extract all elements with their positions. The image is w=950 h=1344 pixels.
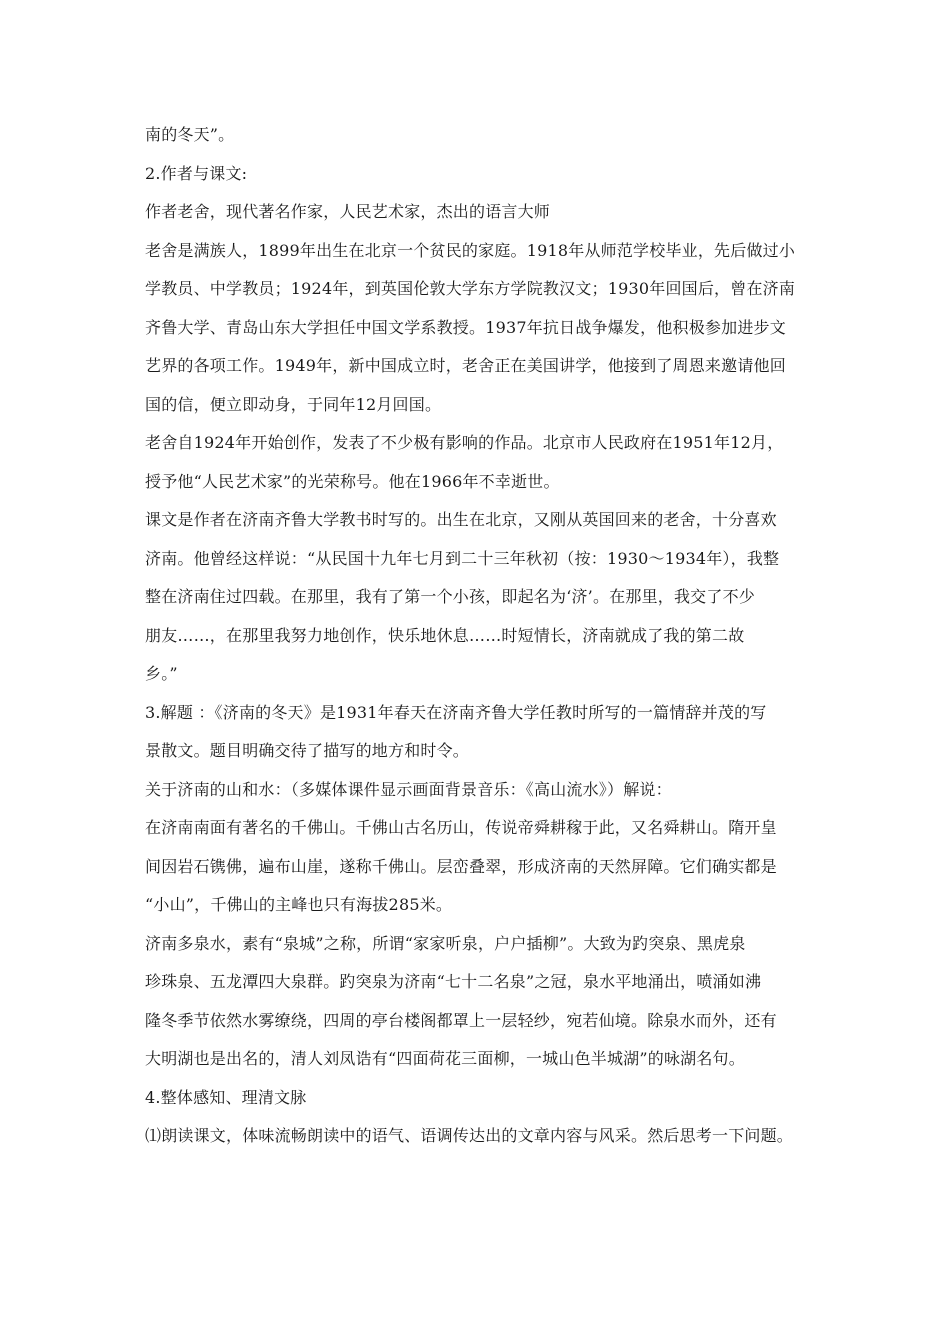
text-line: 作者老舍，现代著名作家，人民艺术家，杰出的语言大师 — [145, 202, 551, 221]
text-line: 济南。他曾经这样说：“从民国十九年七月到二十三年秋初（按：1930～1934年），我整 — [145, 548, 780, 568]
text-line: 间因岩石镌佛，遍布山崖，遂称千佛山。层峦叠翠，形成济南的天然屏障。它们确实都是 — [145, 856, 777, 876]
text-line: 授予他“人民艺术家”的光荣称号。他在1966年不幸逝世。 — [145, 471, 560, 491]
text-line: 大明湖也是出名的，清人刘凤诰有“四面荷花三面柳，一城山色半城湖”的咏湖名句。 — [145, 1049, 745, 1068]
text-line: 学教员、中学教员；1924年，到英国伦敦大学东方学院教汉文；1930年回国后，曾在济南 — [145, 279, 796, 298]
text-line: 齐鲁大学、青岛山东大学担任中国文学系教授。1937年抗日战争爆发，他积极参加进步文 — [145, 317, 786, 337]
text-line: 关于济南的山和水：（多媒体课件显示画面背景音乐：《高山流水》）解说： — [145, 779, 672, 799]
text-line: 老舍自1924年开始创作，发表了不少极有影响的作品。北京市人民政府在1951年12月， — [145, 433, 784, 452]
text-line: 南的冬天”。 — [145, 125, 235, 144]
section-heading-title-explanation: 3.解题 ：《济南的冬天》是1931年春天在济南齐鲁大学任教时所写的一篇情辞并茂的写 — [145, 702, 767, 722]
text-line: “小山”，千佛山的主峰也只有海拔285米。 — [145, 895, 453, 914]
document-page — [145, 116, 825, 1156]
text-line: 艺界的各项工作。1949年，新中国成立时，老舍正在美国讲学，他接到了周恩来邀请他回 — [145, 356, 786, 375]
text-line: 隆冬季节依然水雾缭绕，四周的亭台楼阁都罩上一层轻纱，宛若仙境。除泉水而外，还有 — [145, 1010, 777, 1030]
text-line: ⑴朗读课文，体味流畅朗读中的语气、语调传达出的文章内容与风采。然后思考一下问题。 — [145, 1126, 794, 1145]
text-line: 珍珠泉、五龙潭四大泉群。趵突泉为济南“七十二名泉”之冠，泉水平地涌出，喷涌如沸 — [145, 972, 762, 991]
text-line: 朋友……，在那里我努力地创作，快乐地休息……时短情长，济南就成了我的第二故 — [145, 625, 745, 645]
text-line: 乡。” — [145, 664, 178, 683]
text-line: 国的信，便立即动身，于同年12月回国。 — [145, 394, 442, 414]
text-line: 景散文。题目明确交待了描写的地方和时令。 — [145, 741, 470, 760]
text-line: 老舍是满族人，1899年出生在北京一个贫民的家庭。1918年从师范学校毕业，先后做过小 — [145, 240, 796, 260]
text-line: 在济南南面有著名的千佛山。千佛山古名历山，传说帝舜耕稼于此，又名舜耕山。隋开皇 — [145, 818, 777, 837]
section-heading-overall-perception: 4.整体感知、理清文脉 — [145, 1087, 307, 1107]
text-line: 整在济南住过四载。在那里，我有了第一个小孩，即起名为‘济’。在那里，我交了不少 — [145, 587, 755, 606]
section-heading-author: 2.作者与课文: — [145, 163, 248, 183]
text-line: 济南多泉水，素有“泉城”之称，所谓“家家听泉，户户插柳”。大致为趵突泉、黑虎泉 — [145, 933, 746, 953]
text-line: 课文是作者在济南齐鲁大学教书时写的。出生在北京，又刚从英国回来的老舍，十分喜欢 — [145, 510, 777, 529]
